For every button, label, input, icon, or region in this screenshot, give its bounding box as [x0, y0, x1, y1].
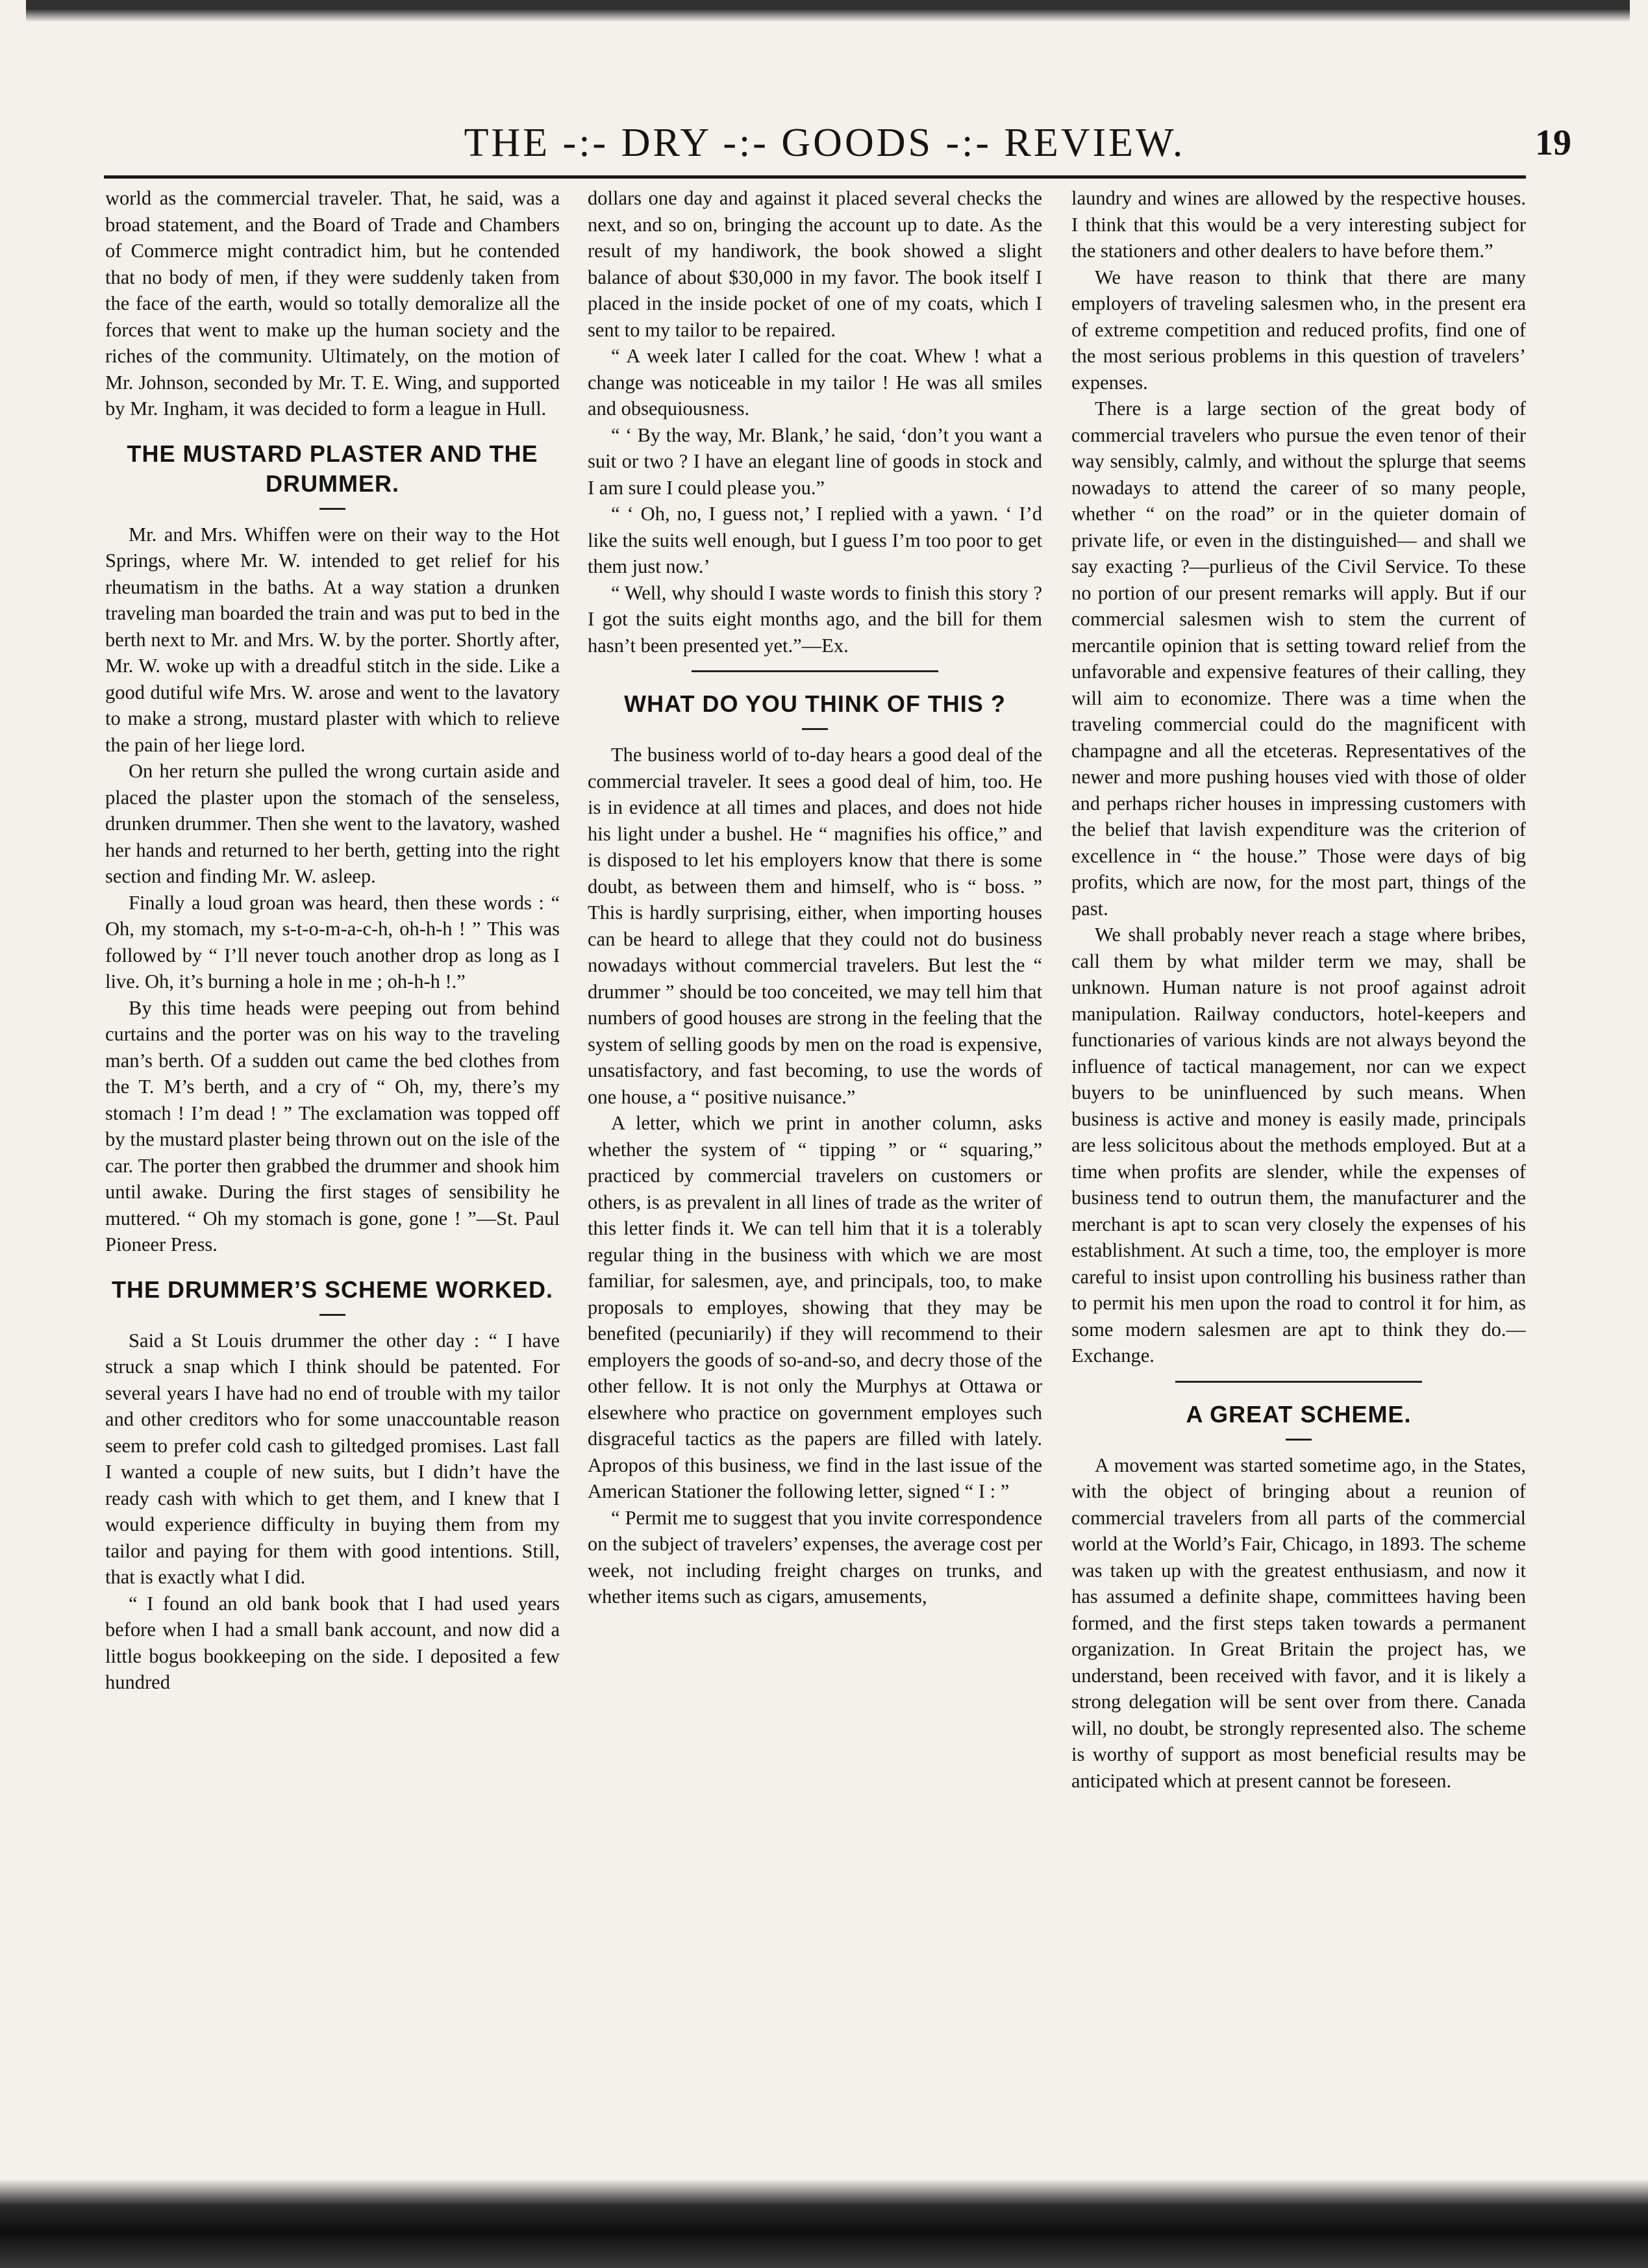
paragraph: A movement was started sometime ago, in the States, with the object of bringing about a reunion of commercial travelers from all parts of the commercial world at the World’s Fair, Chicago, in 1893. The scheme was taken up with the greatest enthusiasm, and now it has assumed a definite shape, committees having been formed, and the first steps taken towards a permanent organization. In Great Britain the project has, we understand, been received with favor, and it is likely a strong delegation will be sent over from there. Canada will, no doubt, be strongly represented also. The scheme is worthy of support as most beneficial results may be anticipated which at present cannot be foreseen. [1071, 1454, 1526, 1792]
paragraph: The business world of to-day hears a good deal of the commercial traveler. It sees a good deal of him, too. He is in evidence at all times and places, and does not hide his light under a bushel. He “ magnifies his office,” and is disposed to let his employers know that there is some doubt, as between them and himself, who is “ boss. ” This is hardly surprising, either, when importing houses can be heard to allege that they could not do business nowadays without commercial travelers. But lest the “ drummer ” should be too conceited, we may tell him that numbers of good houses are strong in the feeling that the system of selling goods by men on the road is expensive, unsatisfactory, and fast becoming, to use the words of one house, a “ positive nuisance.” [588, 744, 1042, 1108]
article-headline: THE MUSTARD PLASTER AND THE DRUMMER. [127, 440, 538, 497]
paragraph: There is a large section of the great body of commercial travelers who pursue the even tenor of their way sensibly, calmly, and without the splurge that seems nowadays to attend the career of so many people, whether “ on the road” or in the quieter domain of private life, or even in the distinguished— and shall we say exacting ?—purlieus of the Civil Service. To these no portion of our present remarks will apply. But if our commercial salesmen wish to stem the current of mercantile opinion that is setting toward relief from the unfavorable and expensive features of their calling, they will aim to economize. There was a time when the traveling commercial could do the magnificent with champagne and all the etceteras. Representatives of the newer and more pushing houses vied with those of older and perhaps richer houses in impressing customers with the belief that lavish expenditure was the criterion of excellence in “ the house.” Those were days of big profits, which are now, for the most part, things of the past. [1071, 397, 1526, 920]
article-separator [692, 670, 938, 672]
paragraph: “ A week later I called for the coat. Whew ! what a change was noticeable in my tailor ! He was all smiles and obsequiousness. [588, 345, 1042, 420]
paragraph: By this time heads were peeping out from behind curtains and the porter was on his way to the traveling man’s berth. Of a sudden out came the bed clothes from the T. M’s berth, and a cry of “ Oh, my, there’s my stomach ! I’m dead ! ” The exclamation was topped off by the mustard plaster being thrown out on the isle of the car. The porter then grabbed the drummer and shook him until awake. During the first stages of sensibility he muttered. “ Oh my stomach is gone, gone ! ”—St. Paul Pioneer Press. [105, 996, 560, 1255]
paragraph: Said a St Louis drummer the other day : “ I have struck a snap which I think should be patented. For several years I have had no end of trouble with my tailor and other creditors who for some unaccountable reason seem to prefer cold cash to giltedged promises. Last fall I wanted a couple of new suits, but I didn’t have the ready cash with which to get them, and I knew that I would experience difficulty in buying them from my tailor and paying for them with good intentions. Still, that is exactly what I did. [105, 1329, 560, 1588]
paragraph: “ I found an old bank book that I had used years before when I had a small bank account, and now did a little bogus bookkeeping on the side. I deposited a few hundred [105, 1592, 560, 1693]
paragraph: world as the commercial traveler. That, he said, was a broad statement, and the Board of Trade and Chambers of Commerce might contradict him, but he contended that no body of men, if they were suddenly taken from the face of the earth, would so totally demoralize all the forces that went to make up the human society and the riches of the community. Ultimately, on the motion of Mr. Johnson, seconded by Mr. T. E. Wing, and supported by Mr. Ingham, it was decided to form a league in Hull. [105, 187, 560, 420]
article-headline: THE DRUMMER’S SCHEME WORKED. [111, 1276, 553, 1303]
paragraph: “ Well, why should I waste words to finish this story ? I got the suits eight months ago, and the bill for them hasn’t been presented yet.”—Ex. [588, 581, 1042, 657]
paragraph: laundry and wines are allowed by the respective houses. I think that this would be a very interesting subject for the stationers and other dealers to have before them.” [1071, 187, 1526, 262]
headline-dash [319, 508, 345, 510]
paragraph: We shall probably never reach a stage where bribes, call them by what milder term we may, shall be unknown. Human nature is not proof against adroit manipulation. Railway conductors, hotel-keepers and functionaries of various kinds are not always beyond the influence of tactical management, nor can we expect buyers to be uninfluenced by such means. When business is active and money is easily made, principals are less solicitous about the methods employed. But at a time when profits are slender, while the expenses of business tend to outrun them, the manufacturer and the merchant is apt to scan very closely the expenses of his establishment. At such a time, too, the employer is more careful to insist upon controlling his business rather than to permit his men upon the road to control it for him, as some modern salesmen are apt to think they do.— Exchange. [1071, 924, 1526, 1367]
header-rule [104, 175, 1526, 179]
paragraph: “ Permit me to suggest that you invite correspondence on the subject of travelers’ expenses, the average cost per week, not including freight charges on trunks, and whether items such as cigars, amusements, [588, 1506, 1042, 1607]
headline-dash [1286, 1439, 1312, 1441]
paragraph: “ ‘ Oh, no, I guess not,’ I replied with a yawn. ‘ I’d like the suits well enough, but I guess I’m too poor to get them just now.’ [588, 503, 1042, 577]
headline-dash [802, 728, 828, 730]
headline-dash [319, 1314, 345, 1316]
paragraph: Mr. and Mrs. Whiffen were on their way to the Hot Springs, where Mr. W. intended to get relief for his rheumatism in the baths. At a way station a drunken traveling man boarded the train and was put to bed in the berth next to Mr. and Mrs. W. by the porter. Shortly after, Mr. W. woke up with a dreadful stitch in the side. Like a good dutiful wife Mrs. W. arose and went to the lavatory to make a strong, mustard plaster with which to relieve the pain of her liege lord. [105, 523, 560, 756]
column-2 [588, 185, 1042, 2140]
paragraph: A letter, which we print in another column, asks whether the system of “ tipping ” or “ squaring,” practiced by commercial travelers on customers or others, is as prevalent in all lines of trade as the writer of this letter finds it. We can tell him that it is a tolerably regular thing in the business with which we are most familiar, for salesmen, aye, and principals, too, to make proposals to employes, showing that they may be benefited (pecuniarily) if they will recommend to their employers the goods of so-and-so, and decry those of the other fellow. It is not only the Murphys at Ottawa or elsewhere who practice on government employes such disgraceful tactics as the papers are filled with lately. Apropos of this business, we find in the last issue of the American Stationer the following letter, signed “ I : ” [588, 1112, 1042, 1502]
article-headline: A GREAT SCHEME. [1186, 1400, 1412, 1428]
article-separator [1175, 1381, 1422, 1383]
paragraph: We have reason to think that there are many employers of traveling salesmen who, in the present era of extreme competition and reduced profits, find one of the most serious problems in this question of travelers’ expenses. [1071, 266, 1526, 394]
column-1 [105, 185, 560, 2140]
paragraph: “ ‘ By the way, Mr. Blank,’ he said, ‘don’t you want a suit or two ? I have an elegant line of goods in stock and I am sure I could please you.” [588, 423, 1042, 499]
column-3 [1071, 185, 1526, 2140]
article-headline: WHAT DO YOU THINK OF THIS ? [624, 690, 1006, 717]
paragraph: Finally a loud groan was heard, then these words : “ Oh, my stomach, my s-t-o-m-a-c-h, oh-h-h ! ” This was followed by “ I’ll never touch another drop as long as I live. Oh, it’s burning a hole in me ; oh-h-h !.” [105, 891, 560, 992]
page-header [78, 117, 1571, 169]
paragraph: dollars one day and against it placed several checks the next, and so on, bringing the account up to date. As the result of my handiwork, the book showed a slight balance of about $30,000 in my favor. The book itself I placed in the inside pocket of one of my coats, which I sent to my tailor to be repaired. [588, 187, 1042, 341]
scan-edge-bottom [0, 2179, 1648, 2268]
paragraph: On her return she pulled the wrong curtain aside and placed the plaster upon the stomach of the senseless, drunken drummer. Then she went to the lavatory, washed her hands and returned to her berth, getting into the right section and finding Mr. W. asleep. [105, 760, 560, 887]
page-number: 19 [1535, 123, 1571, 163]
scan-edge-top [26, 0, 1630, 22]
publication-title: THE -:- DRY -:- GOODS -:- REVIEW. [464, 121, 1186, 165]
